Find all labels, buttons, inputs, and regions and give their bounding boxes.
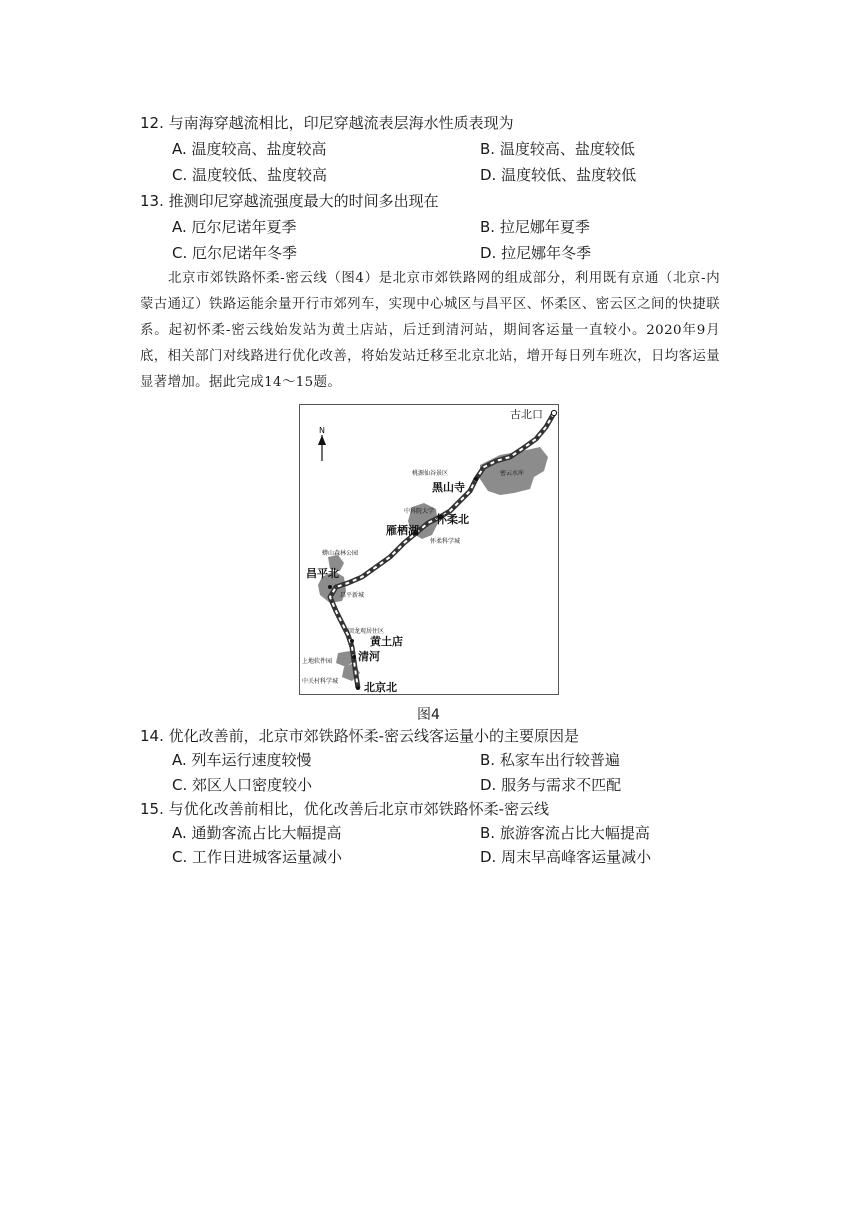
question-stem: 推测印尼穿越流强度最大的时间多出现在 xyxy=(168,192,439,210)
q13-option-d[interactable]: D. 拉尼娜年冬季 xyxy=(480,244,592,262)
station-yanqihu: 雁栖湖 xyxy=(386,524,419,537)
q12-option-a[interactable]: A. 温度较高、盐度较高 xyxy=(172,140,327,158)
place-huairou-science-city: 怀柔科学城 xyxy=(430,538,461,545)
place-shangdi: 上地软件园 xyxy=(302,658,333,665)
q15-option-a[interactable]: A. 通勤客流占比大幅提高 xyxy=(172,824,342,842)
place-miyun-reservoir: 密云水库 xyxy=(500,470,525,477)
place-huilongguan: 回龙观居住区 xyxy=(348,628,385,635)
q14-option-a[interactable]: A. 列车运行速度较慢 xyxy=(172,751,312,769)
question-14 xyxy=(140,726,579,746)
question-stem: 优化改善前，北京市郊铁路怀柔-密云线客运量小的主要原因是 xyxy=(168,727,580,745)
station-changpingbei: 昌平北 xyxy=(306,567,339,580)
question-stem: 与优化改善前相比，优化改善后北京市郊铁路怀柔-密云线 xyxy=(168,800,550,818)
question-13 xyxy=(140,191,439,211)
place-ucas: 中科院大学 xyxy=(404,508,435,515)
question-number: 13. xyxy=(140,192,164,210)
q14-option-b[interactable]: B. 私家车出行较普遍 xyxy=(480,751,620,769)
station-huangtudian: 黄土店 xyxy=(370,635,403,648)
station-qinghe: 清河 xyxy=(358,650,380,663)
place-changping-newtown: 昌平新城 xyxy=(340,592,365,599)
question-number: 15. xyxy=(140,800,164,818)
q15-option-d[interactable]: D. 周末早高峰客运量减小 xyxy=(480,848,652,866)
reading-passage: 北京市郊铁路怀柔-密云线（图4）是北京市郊铁路网的组成部分，利用既有京通（北京-内蒙古通辽）铁路运能余量开行市郊列车，实现中心城区与昌平区、怀柔区、密云区之间的快捷联系。起初怀柔-密云线始发站为黄土店站，后迁到清河站，期间客运量一直较小。2020年9月底，相关部门对线路进行优化改善，将始发站迁移至北京北站，增开每日列车班次，日均客运量显著增加。据此完成14～15题。 xyxy=(140,271,720,390)
q12-option-c[interactable]: C. 温度较低、盐度较高 xyxy=(172,166,328,184)
question-15 xyxy=(140,799,549,819)
q12-option-b[interactable]: B. 温度较高、盐度较低 xyxy=(480,140,635,158)
q13-option-c[interactable]: C. 厄尔尼诺年冬季 xyxy=(172,244,298,262)
place-mangshan: 蟒山森林公园 xyxy=(322,550,359,557)
rail-map-figure xyxy=(299,404,559,695)
q13-option-b[interactable]: B. 拉尼娜年夏季 xyxy=(480,218,590,236)
question-number: 14. xyxy=(140,727,164,745)
place-taoyuan: 桃源仙谷景区 xyxy=(412,470,449,477)
station-huairoubei: 怀柔北 xyxy=(436,513,469,526)
station-beijingbei: 北京北 xyxy=(364,681,397,694)
north-arrow-head xyxy=(318,435,326,445)
q15-option-b[interactable]: B. 旅游客流占比大幅提高 xyxy=(480,824,650,842)
station-gubeikou: 古北口 xyxy=(510,408,543,421)
question-12 xyxy=(140,113,514,133)
q13-option-a[interactable]: A. 厄尔尼诺年夏季 xyxy=(172,218,297,236)
question-number: 12. xyxy=(140,114,164,132)
rail-map xyxy=(300,405,558,694)
place-zhongguancun: 中关村科学城 xyxy=(302,678,339,685)
q14-option-d[interactable]: D. 服务与需求不匹配 xyxy=(480,776,622,794)
north-label: N xyxy=(319,426,325,435)
q14-option-c[interactable]: C. 郊区人口密度较小 xyxy=(172,776,313,794)
station-heishansi: 黑山寺 xyxy=(432,481,465,494)
figure-caption: 图4 xyxy=(417,707,440,723)
question-stem: 与南海穿越流相比，印尼穿越流表层海水性质表现为 xyxy=(168,114,514,132)
q12-option-d[interactable]: D. 温度较低、盐度较低 xyxy=(480,166,637,184)
q15-option-c[interactable]: C. 工作日进城客运量减小 xyxy=(172,848,343,866)
